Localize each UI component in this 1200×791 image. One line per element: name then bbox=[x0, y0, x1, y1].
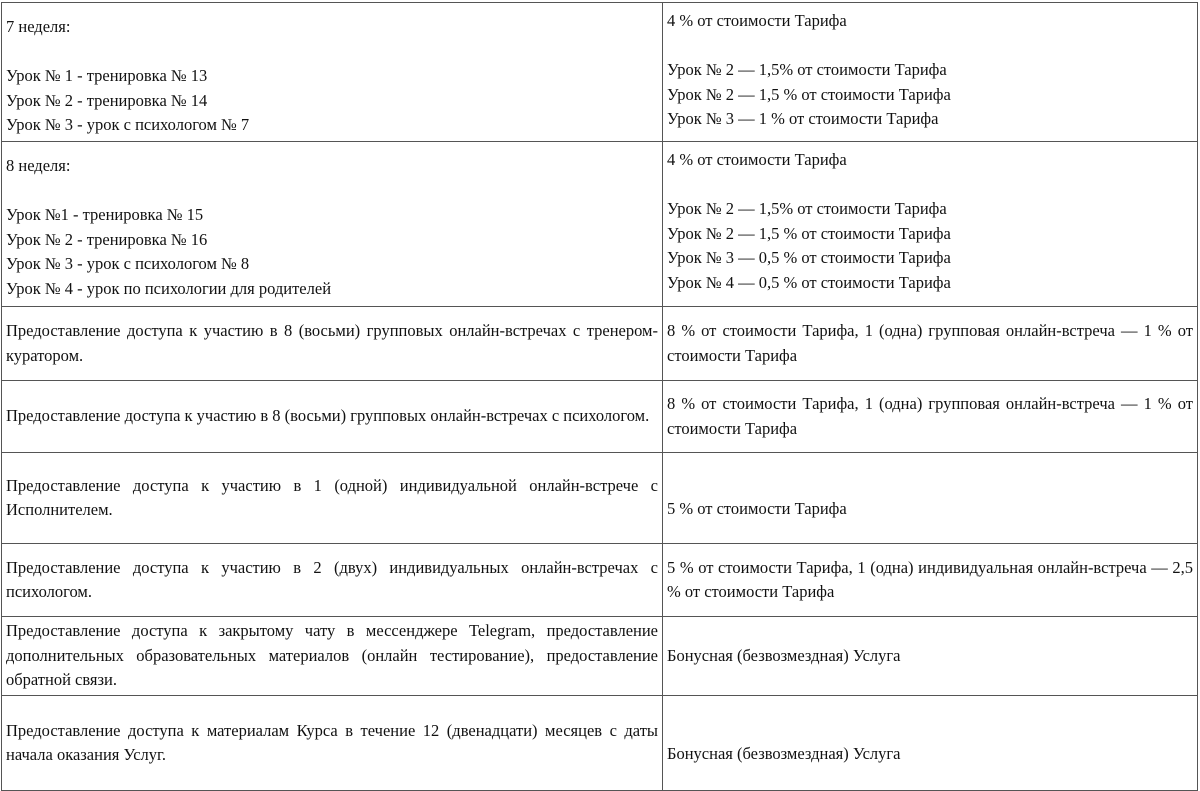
table-row-week-7 bbox=[2, 3, 1198, 142]
table-row-course-materials bbox=[2, 696, 1198, 791]
week-7-heading: 7 неделя: bbox=[6, 17, 71, 36]
service-price-cell: Бонусная (безвозмездная) Услуга bbox=[663, 696, 1198, 791]
price-line: Урок № 2 — 1,5 % от стоимости Тарифа bbox=[667, 223, 951, 243]
service-description-cell: Предоставление доступа к участию в 8 (восьми) групповых онлайн-встречах с тренером-куратором. bbox=[2, 307, 663, 381]
lesson-line: Урок № 1 - тренировка № 13 bbox=[6, 66, 208, 85]
service-description-cell: Предоставление доступа к участию в 2 (двух) индивидуальных онлайн-встречах с психологом. bbox=[2, 544, 663, 617]
services-price-table bbox=[1, 2, 1198, 791]
spacer bbox=[667, 34, 1193, 59]
service-description-cell: Предоставление доступа к участию в 1 (одной) индивидуальной онлайн-встрече с Исполнителем. bbox=[2, 453, 663, 544]
lesson-line: Урок № 3 - урок с психологом № 7 bbox=[6, 115, 250, 134]
service-price-cell: Бонусная (безвозмездная) Услуга bbox=[663, 617, 1198, 696]
price-line: Урок № 2 — 1,5 % от стоимости Тарифа bbox=[667, 84, 951, 104]
price-line: Урок № 3 — 0,5 % от стоимости Тарифа bbox=[667, 248, 951, 267]
table-row-week-8 bbox=[2, 142, 1198, 307]
service-price-cell: 5 % от стоимости Тарифа bbox=[663, 453, 1198, 544]
week-8-lessons-cell bbox=[2, 142, 663, 307]
week-7-price-cell bbox=[663, 3, 1198, 142]
lesson-line: Урок № 2 - тренировка № 14 bbox=[6, 90, 208, 110]
table-row-telegram-chat bbox=[2, 617, 1198, 696]
week-8-price-cell bbox=[663, 142, 1198, 307]
service-description-cell: Предоставление доступа к материалам Курса в течение 12 (двенадцати) месяцев с даты начала оказания Услуг. bbox=[2, 696, 663, 791]
week-7-price-heading: 4 % от стоимости Тарифа bbox=[667, 11, 847, 30]
week-8-heading: 8 неделя: bbox=[6, 156, 71, 175]
service-price-cell: 8 % от стоимости Тарифа, 1 (одна) групповая онлайн-встреча — 1 % от стоимости Тарифа bbox=[663, 381, 1198, 453]
price-line: Урок № 4 — 0,5 % от стоимости Тарифа bbox=[667, 272, 951, 292]
service-description-cell: Предоставление доступа к участию в 8 (восьми) групповых онлайн-встречах с психологом. bbox=[2, 381, 663, 453]
spacer bbox=[6, 40, 658, 65]
service-price-cell: 5 % от стоимости Тарифа, 1 (одна) индивидуальная онлайн-встреча — 2,5 % от стоимости Тарифа bbox=[663, 544, 1198, 617]
week-8-price-heading: 4 % от стоимости Тарифа bbox=[667, 150, 847, 169]
service-price-cell: 8 % от стоимости Тарифа, 1 (одна) групповая онлайн-встреча — 1 % от стоимости Тарифа bbox=[663, 307, 1198, 381]
service-description-cell: Предоставление доступа к закрытому чату в мессенджере Telegram, предоставление дополнительных образовательных материалов (онлайн тестирование), предоставление обратной связи. bbox=[2, 617, 663, 696]
price-line: Урок № 3 — 1 % от стоимости Тарифа bbox=[667, 109, 939, 128]
lesson-line: Урок №1 - тренировка № 15 bbox=[6, 205, 204, 224]
price-line: Урок № 2 — 1,5% от стоимости Тарифа bbox=[667, 60, 947, 79]
lesson-line: Урок № 3 - урок с психологом № 8 bbox=[6, 254, 250, 273]
lesson-line: Урок № 4 - урок по психологии для родителей bbox=[6, 278, 332, 298]
week-7-lessons-cell bbox=[2, 3, 663, 142]
spacer bbox=[6, 179, 658, 204]
table-row-group-meetings-psychologist bbox=[2, 381, 1198, 453]
table-row-individual-meetings-psychologist bbox=[2, 544, 1198, 617]
spacer bbox=[667, 173, 1193, 198]
price-line: Урок № 2 — 1,5% от стоимости Тарифа bbox=[667, 199, 947, 218]
table-row-group-meetings-curator bbox=[2, 307, 1198, 381]
table-row-individual-meeting-executor bbox=[2, 453, 1198, 544]
lesson-line: Урок № 2 - тренировка № 16 bbox=[6, 229, 208, 249]
